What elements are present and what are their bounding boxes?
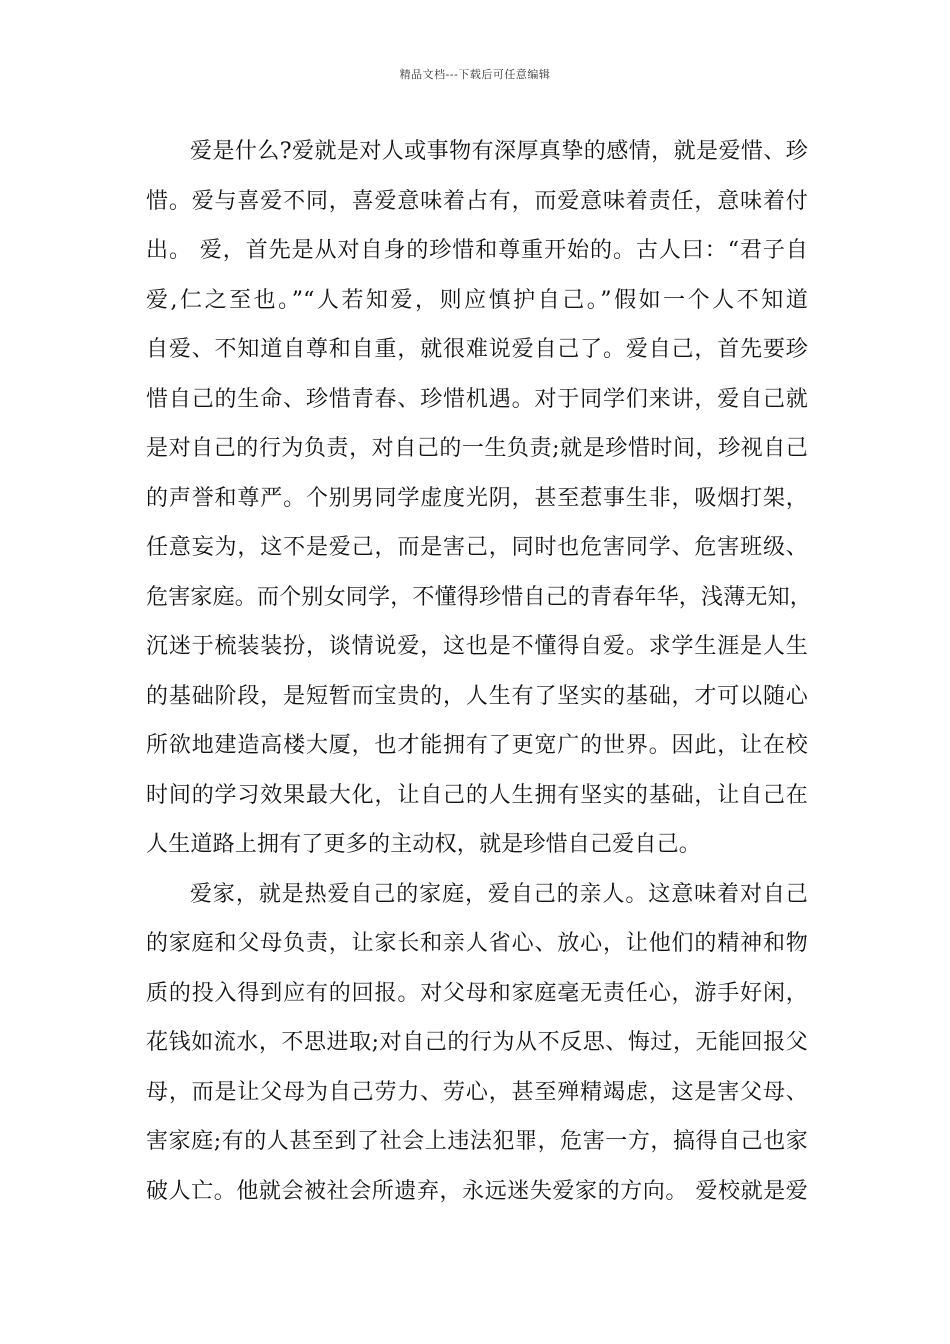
text-line: 破人亡。他就会被社会所遗弃，永远迷失爱家的方向。 爱校就是爱 — [146, 1178, 808, 1204]
text-line: 的家庭和父母负责，让家长和亲人省心、放心，让他们的精神和物 — [146, 931, 808, 956]
text-line: 质的投入得到应有的回报。对父母和家庭毫无责任心，游手好闲， — [146, 980, 808, 1006]
document-body — [146, 130, 813, 1219]
text-line: 人生道路上拥有了更多的主动权，就是珍惜自己爱自己。 — [146, 832, 702, 857]
text-line: 惜自己的生命、珍惜青春、珍惜机遇。对于同学们来讲，爱自己就 — [146, 386, 808, 412]
text-line: 的基础阶段，是短暂而宝贵的，人生有了坚实的基础，才可以随心 — [146, 683, 808, 709]
text-line: 爱,仁之至也。”“人若知爱，则应慎护自己。”假如一个人不知道 — [146, 287, 808, 313]
text-line: 时间的学习效果最大化，让自己的人生拥有坚实的基础，让自己在 — [146, 782, 808, 808]
text-line: 沉迷于梳装装扮，谈情说爱，这也是不懂得自爱。求学生涯是人生 — [146, 634, 808, 659]
text-line: 爱家，就是热爱自己的家庭，爱自己的亲人。这意味着对自己 — [190, 881, 808, 907]
text-line: 爱是什么?爱就是对人或事物有深厚真挚的感情，就是爱惜、珍 — [190, 139, 808, 164]
text-line: 任意妄为，这不是爱己，而是害己，同时也危害同学、危害班级、 — [146, 535, 808, 560]
text-line: 母，而是让父母为自己劳力、劳心，甚至殚精竭虑，这是害父母、 — [146, 1079, 808, 1105]
text-line: 的声誉和尊严。个别男同学虚度光阴，甚至惹事生非，吸烟打架， — [146, 485, 808, 511]
text-line: 危害家庭。而个别女同学，不懂得珍惜自己的青春年华，浅薄无知， — [146, 584, 813, 610]
text-line: 自爱、不知道自尊和自重，就很难说爱自己了。爱自己，首先要珍 — [146, 337, 808, 362]
text-line: 害家庭;有的人甚至到了社会上违法犯罪，危害一方，搞得自己也家 — [146, 1129, 808, 1154]
text-line: 是对自己的行为负责，对自己的一生负责;就是珍惜时间，珍视自己 — [146, 436, 808, 461]
text-line: 惜。爱与喜爱不同，喜爱意味着占有，而爱意味着责任，意味着付 — [146, 188, 808, 214]
page-header: 精品文档---下载后可任意编辑 — [399, 68, 551, 81]
text-line: 所欲地建造高楼大厦，也才能拥有了更宽广的世界。因此，让在校 — [146, 733, 808, 758]
text-line: 花钱如流水，不思进取;对自己的行为从不反思、悔过，无能回报父 — [146, 1030, 808, 1055]
text-line: 出。 爱，首先是从对自身的珍惜和尊重开始的。古人曰：“君子自 — [146, 238, 808, 263]
